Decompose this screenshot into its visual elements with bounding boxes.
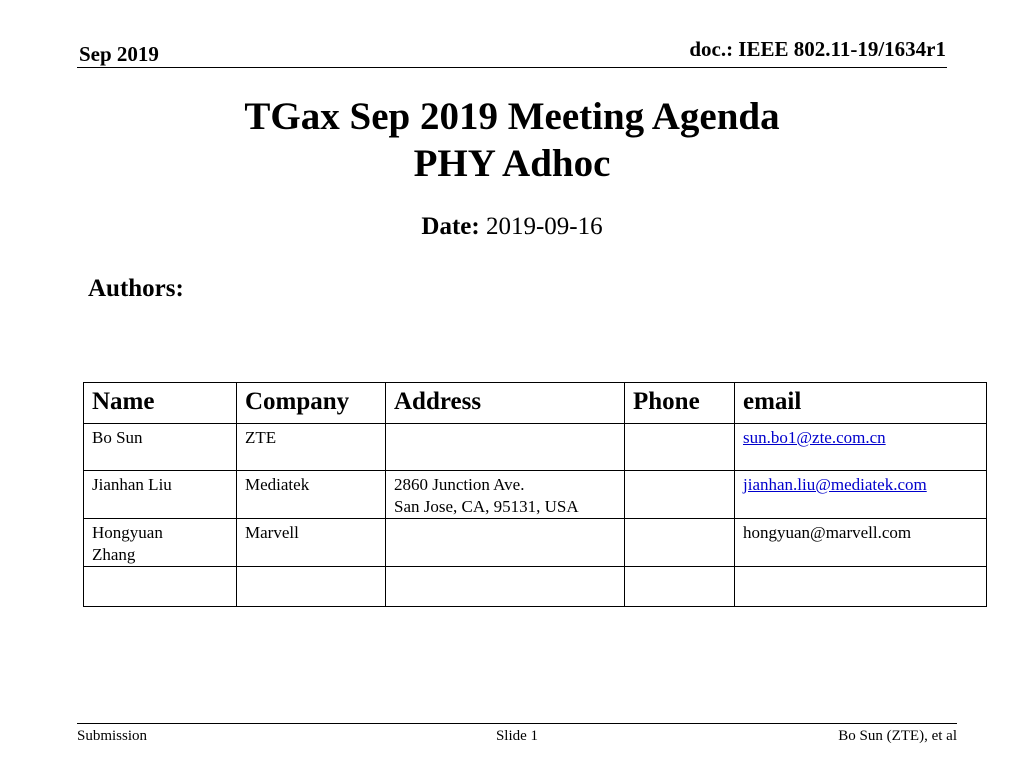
cell-email: hongyuan@marvell.com xyxy=(735,519,987,567)
column-header-phone: Phone xyxy=(625,383,735,424)
cell-email xyxy=(735,567,987,607)
cell-name xyxy=(84,471,237,519)
date-value: 2019-09-16 xyxy=(485,213,603,240)
authors-table xyxy=(83,382,987,607)
header-doc-id: doc.: IEEE 802.11-19/1634r1 xyxy=(689,37,946,61)
cell-name-line: Zhang xyxy=(92,545,136,564)
slide-title-line-1: TGax Sep 2019 Meeting Agenda xyxy=(244,95,780,138)
footer-submission: Submission xyxy=(77,728,148,744)
cell-address-line: San Jose, CA, 95131, USA xyxy=(394,497,579,516)
table-row xyxy=(84,471,987,519)
header-date: Sep 2019 xyxy=(79,42,159,66)
table-row xyxy=(84,424,987,471)
email-link[interactable]: jianhan.liu@mediatek.com xyxy=(743,475,927,494)
cell-name-line: Bo Sun xyxy=(92,428,143,447)
date-label: Date: xyxy=(421,213,480,240)
cell-phone xyxy=(625,567,735,607)
cell-phone xyxy=(625,519,735,567)
table-header-row xyxy=(84,383,987,424)
footer-author: Bo Sun (ZTE), et al xyxy=(838,728,957,744)
cell-address xyxy=(386,471,625,519)
cell-name-line: Jianhan Liu xyxy=(92,475,172,494)
column-header-company: Company xyxy=(237,383,386,424)
date-line xyxy=(0,213,1024,241)
cell-company: ZTE xyxy=(237,424,386,471)
authors-label: Authors: xyxy=(88,275,184,302)
cell-address xyxy=(386,519,625,567)
cell-email xyxy=(735,471,987,519)
cell-name xyxy=(84,567,237,607)
table-row xyxy=(84,567,987,607)
column-header-address: Address xyxy=(386,383,625,424)
cell-name xyxy=(84,424,237,471)
cell-company xyxy=(237,567,386,607)
table-row xyxy=(84,519,987,567)
cell-phone xyxy=(625,424,735,471)
cell-email xyxy=(735,424,987,471)
cell-company: Mediatek xyxy=(237,471,386,519)
slide-title-line-2: PHY Adhoc xyxy=(413,142,611,185)
column-header-name: Name xyxy=(84,383,237,424)
cell-address xyxy=(386,567,625,607)
cell-name-line: Hongyuan xyxy=(92,523,163,542)
footer-divider xyxy=(77,723,957,724)
cell-address-line: 2860 Junction Ave. xyxy=(394,475,525,494)
cell-address xyxy=(386,424,625,471)
cell-name xyxy=(84,519,237,567)
cell-phone xyxy=(625,471,735,519)
slide-title xyxy=(0,93,1024,187)
column-header-email: email xyxy=(735,383,987,424)
header-divider xyxy=(77,67,947,68)
cell-company: Marvell xyxy=(237,519,386,567)
footer-slide-number: Slide 1 xyxy=(495,728,539,744)
email-link[interactable]: sun.bo1@zte.com.cn xyxy=(743,428,886,447)
